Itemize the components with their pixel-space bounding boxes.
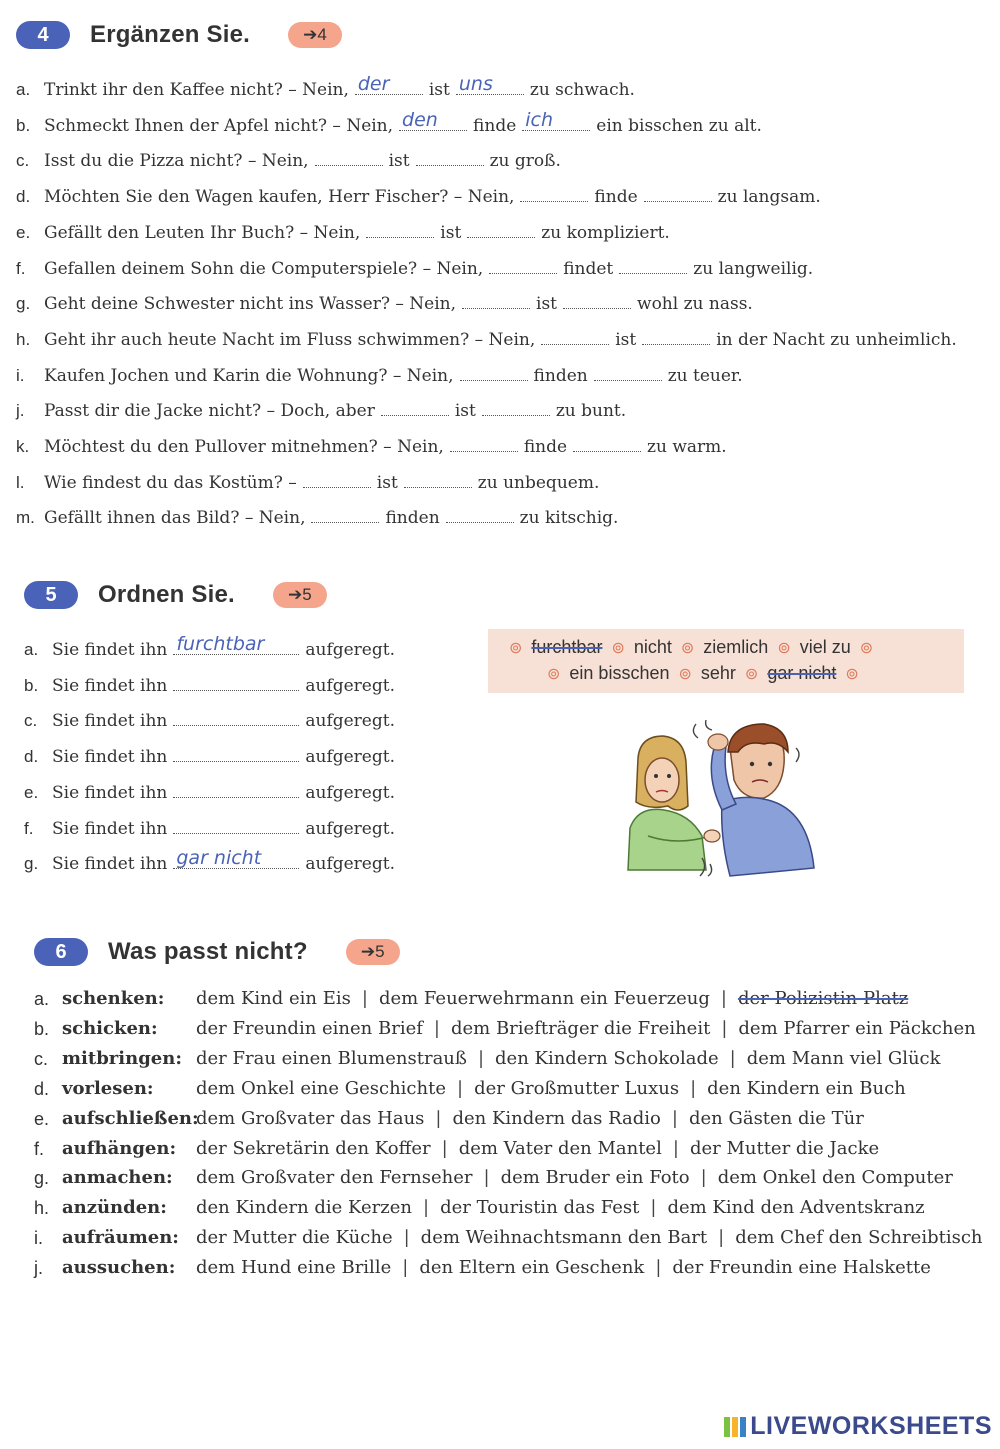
separator: | xyxy=(720,988,727,1009)
separator: | xyxy=(690,1077,697,1099)
separator: | xyxy=(403,1227,410,1249)
item-letter: h. xyxy=(34,1198,50,1219)
ex5-item xyxy=(24,708,395,732)
option[interactable]: der Mutter die Küche xyxy=(196,1227,393,1249)
ex4-item xyxy=(16,73,635,101)
item-letter: d. xyxy=(34,1078,50,1099)
sentence-part: aufgeregt. xyxy=(305,818,395,839)
option[interactable]: der Frau einen Blumenstrauß xyxy=(196,1047,467,1069)
word-box-item: viel zu xyxy=(799,637,851,657)
ex6-item xyxy=(34,1227,983,1249)
sentence-part: zu schwach. xyxy=(529,80,635,100)
option[interactable]: dem Feuerwehrmann ein Feuerzeug xyxy=(378,988,710,1009)
sentence-part: Isst du die Pizza nicht? – Nein, xyxy=(44,151,309,172)
ex4-reference-badge: ➔4 xyxy=(288,22,342,48)
ex5-item xyxy=(24,744,395,768)
sentence-part: Trinkt ihr den Kaffee nicht? – Nein, xyxy=(44,80,349,100)
verb: aufräumen: xyxy=(62,1227,179,1249)
option-crossed-out[interactable]: der Polizistin Platz xyxy=(737,988,909,1009)
option[interactable]: dem Onkel eine Geschichte xyxy=(196,1077,446,1099)
ex6-item xyxy=(34,1078,906,1100)
option[interactable]: den Kindern das Radio xyxy=(452,1107,661,1129)
answer-blank[interactable] xyxy=(456,73,524,95)
option[interactable]: dem Briefträger die Freiheit xyxy=(450,1017,711,1039)
item-letter: g. xyxy=(24,854,39,874)
separator: | xyxy=(361,988,368,1009)
separator: | xyxy=(457,1077,464,1099)
answer-blank[interactable] xyxy=(460,363,528,381)
spiral-icon: ⊚ xyxy=(611,638,625,657)
answer-blank[interactable] xyxy=(446,505,514,523)
word-box-item: sehr xyxy=(700,663,736,683)
ex4-item xyxy=(16,363,743,387)
ex4-title: Ergänzen Sie. xyxy=(90,21,250,48)
sentence-part: zu langsam. xyxy=(717,187,821,208)
sentence-part: finde xyxy=(523,437,568,457)
verb: aufschließen: xyxy=(62,1107,199,1129)
sentence-part: aufgeregt. xyxy=(305,711,395,732)
sentence-part: zu groß. xyxy=(489,151,561,172)
item-letter: g. xyxy=(34,1168,50,1189)
sentence-part: Möchtest du den Pullover mitnehmen? – Nein, xyxy=(44,437,444,457)
option[interactable]: dem Hund eine Brille xyxy=(196,1257,392,1279)
word-box-item: gar nicht xyxy=(767,663,837,683)
option[interactable]: dem Mann viel Glück xyxy=(746,1047,941,1069)
ex5-title: Ordnen Sie. xyxy=(98,581,235,608)
answer-blank[interactable] xyxy=(355,73,423,95)
ex4-item xyxy=(16,470,599,494)
sentence-part: wohl zu nass. xyxy=(637,294,753,315)
sentence-part: zu unbequem. xyxy=(477,472,600,493)
item-letter: f. xyxy=(24,818,34,838)
ex4-number-badge: 4 xyxy=(16,21,70,49)
item-letter: i. xyxy=(34,1228,43,1249)
answer-text: der xyxy=(357,73,390,95)
separator: | xyxy=(672,1137,679,1159)
ex4-header xyxy=(16,21,342,49)
verb: schicken: xyxy=(62,1017,158,1039)
ex4-item xyxy=(16,256,813,280)
answer-blank[interactable] xyxy=(642,327,710,345)
ex4-item xyxy=(16,291,753,315)
item-letter: e. xyxy=(34,1108,50,1129)
word-box-item: furchtbar xyxy=(531,637,603,657)
answer-blank[interactable] xyxy=(173,744,299,762)
answer-blank[interactable] xyxy=(462,291,530,309)
item-letter: e. xyxy=(16,222,31,242)
separator: | xyxy=(650,1197,657,1219)
option[interactable]: dem Chef den Schreibtisch xyxy=(735,1227,983,1249)
sentence-part: zu warm. xyxy=(647,437,727,457)
brand-name: LIVEWORKSHEETS xyxy=(750,1412,992,1440)
sentence-part: Passt dir die Jacke nicht? – Doch, aber xyxy=(44,401,375,422)
sentence-part: Sie findet ihn xyxy=(52,640,168,660)
ex4-item xyxy=(16,327,957,351)
item-letter: c. xyxy=(34,1048,49,1069)
sentence-part: Schmeckt Ihnen der Apfel nicht? – Nein, xyxy=(44,115,394,136)
sentence-part: Geht ihr auch heute Nacht im Fluss schwimmen? – Nein, xyxy=(44,329,536,350)
sentence-part: Kaufen Jochen und Karin die Wohnung? – Nein, xyxy=(44,365,454,386)
separator: | xyxy=(655,1257,662,1279)
sentence-part: zu kompliziert. xyxy=(541,222,670,243)
answer-blank[interactable] xyxy=(173,708,299,726)
answer-blank[interactable] xyxy=(173,816,299,834)
sentence-part: zu kitschig. xyxy=(519,508,619,529)
ex6-number-badge: 6 xyxy=(34,938,88,966)
ex6-header xyxy=(34,938,400,966)
ex4-item xyxy=(16,505,618,529)
separator: | xyxy=(700,1167,707,1189)
item-letter: d. xyxy=(16,187,31,207)
answer-blank[interactable] xyxy=(644,184,712,202)
verb: anzünden: xyxy=(62,1197,167,1219)
ex6-item xyxy=(34,1138,879,1160)
sentence-part: ist xyxy=(440,222,462,243)
sentence-part: Gefallen deinem Sohn die Computerspiele? – Nein, xyxy=(44,258,484,279)
word-box-line-1 xyxy=(500,637,882,658)
option[interactable]: den Kindern Schokolade xyxy=(495,1047,719,1069)
separator: | xyxy=(402,1257,409,1279)
sentence-part: zu bunt. xyxy=(555,401,627,422)
verb: mitbringen: xyxy=(62,1047,182,1069)
word-box-item: ein bisschen xyxy=(569,663,670,683)
ex5-number-badge: 5 xyxy=(24,581,78,609)
sentence-part: in der Nacht zu unheimlich. xyxy=(716,329,957,350)
spiral-icon: ⊚ xyxy=(678,664,692,683)
answer-blank[interactable] xyxy=(173,847,299,870)
ex6-reference-badge: ➔5 xyxy=(346,939,400,965)
item-letter: j. xyxy=(34,1258,43,1279)
word-box-line-2 xyxy=(538,663,868,684)
spiral-icon: ⊚ xyxy=(680,638,695,657)
ex4-item xyxy=(16,220,670,244)
item-letter: l. xyxy=(16,472,25,492)
sentence-part: Sie findet ihn xyxy=(52,782,168,803)
answer-blank[interactable] xyxy=(573,434,641,452)
verb: schenken: xyxy=(62,988,165,1009)
option[interactable]: den Kindern ein Buch xyxy=(707,1077,906,1099)
option[interactable]: der Mutter die Jacke xyxy=(689,1137,880,1159)
sentence-part: ist xyxy=(376,472,398,493)
item-letter: a. xyxy=(34,989,50,1009)
answer-blank[interactable] xyxy=(311,505,379,523)
sentence-part: Wie findest du das Kostüm? – xyxy=(44,472,297,493)
ex5-item xyxy=(24,633,395,661)
sentence-part: ist xyxy=(454,401,476,422)
answer-blank[interactable] xyxy=(173,780,299,798)
ex5-item xyxy=(24,780,395,804)
option[interactable]: dem Kind den Adventskranz xyxy=(667,1197,925,1219)
option[interactable]: der Touristin das Fest xyxy=(440,1197,640,1219)
item-letter: b. xyxy=(16,115,31,135)
answer-blank[interactable] xyxy=(404,470,472,488)
item-letter: g. xyxy=(16,294,31,314)
answer-blank[interactable] xyxy=(563,291,631,309)
answer-text: den xyxy=(402,108,438,131)
ex6-item xyxy=(34,1108,864,1130)
answer-blank[interactable] xyxy=(315,148,383,166)
ex6-item xyxy=(34,1167,953,1189)
liveworksheets-logo-icon xyxy=(723,1415,747,1439)
sentence-part: ist xyxy=(536,294,558,315)
brand-logo xyxy=(723,1412,992,1441)
sentence-part: zu teuer. xyxy=(667,365,743,386)
item-letter: k. xyxy=(16,437,30,456)
verb: anmachen: xyxy=(62,1167,173,1189)
sentence-part: finden xyxy=(533,365,588,386)
sentence-part: findet xyxy=(563,258,614,279)
sentence-part: Gefällt ihnen das Bild? – Nein, xyxy=(44,508,306,529)
separator: | xyxy=(729,1047,736,1069)
sentence-part: ist xyxy=(428,80,450,100)
item-letter: a. xyxy=(24,640,39,659)
separator: | xyxy=(483,1167,490,1189)
answer-blank[interactable] xyxy=(522,108,590,131)
ex6-item xyxy=(34,1257,931,1279)
separator: | xyxy=(433,1017,440,1039)
spiral-icon: ⊚ xyxy=(744,664,759,683)
answer-blank[interactable] xyxy=(541,327,609,345)
item-letter: e. xyxy=(24,782,39,802)
answer-blank[interactable] xyxy=(173,633,299,655)
option[interactable]: den Kindern die Kerzen xyxy=(196,1197,412,1219)
ex6-item xyxy=(34,1018,976,1040)
option[interactable]: den Eltern ein Geschenk xyxy=(419,1257,645,1279)
sentence-part: aufgeregt. xyxy=(305,747,395,768)
ex4-item xyxy=(16,398,626,422)
verb: aufhängen: xyxy=(62,1137,177,1159)
option[interactable]: der Freundin eine Halskette xyxy=(672,1257,931,1279)
sentence-part: Möchten Sie den Wagen kaufen, Herr Fischer? – Nein, xyxy=(44,187,515,208)
answer-blank[interactable] xyxy=(399,108,467,131)
answer-text: uns xyxy=(458,73,493,95)
sentence-part: finde xyxy=(473,115,517,136)
sentence-part: Geht deine Schwester nicht ins Wasser? – Nein, xyxy=(44,294,457,315)
option[interactable]: dem Bruder ein Foto xyxy=(500,1167,690,1189)
ex4-item xyxy=(16,148,561,172)
ex4-item xyxy=(16,184,821,208)
item-letter: f. xyxy=(16,258,26,278)
sentence-part: aufgeregt. xyxy=(305,782,395,803)
answer-blank[interactable] xyxy=(416,148,484,166)
item-letter: c. xyxy=(16,151,30,171)
spiral-icon: ⊚ xyxy=(509,638,523,657)
ex6-item xyxy=(34,1197,925,1219)
answer-blank[interactable] xyxy=(366,220,434,238)
option[interactable]: dem Großvater den Fernseher xyxy=(196,1167,473,1189)
illustration-agitated-man-and-woman xyxy=(618,718,818,880)
sentence-part: finde xyxy=(594,187,638,208)
word-box-item: ziemlich xyxy=(703,637,769,657)
ex5-header xyxy=(24,581,327,609)
item-letter: i. xyxy=(16,365,25,385)
spiral-icon: ⊚ xyxy=(859,638,874,657)
separator: | xyxy=(422,1197,430,1219)
sentence-part: Gefällt den Leuten Ihr Buch? – Nein, xyxy=(44,222,361,243)
answer-text: ich xyxy=(525,108,554,131)
answer-blank[interactable] xyxy=(520,184,588,202)
ex6-item xyxy=(34,1048,941,1070)
item-letter: f. xyxy=(34,1138,45,1159)
verb: vorlesen: xyxy=(62,1077,154,1099)
option[interactable]: dem Kind ein Eis xyxy=(196,988,351,1009)
option[interactable]: den Gästen die Tür xyxy=(688,1107,864,1129)
sentence-part: ist xyxy=(388,151,410,172)
sentence-part: finden xyxy=(385,508,440,529)
separator: | xyxy=(721,1017,728,1039)
item-letter: c. xyxy=(24,711,38,731)
answer-blank[interactable] xyxy=(619,256,687,274)
answer-blank[interactable] xyxy=(594,363,662,381)
sentence-part: aufgeregt. xyxy=(305,854,395,875)
answer-blank[interactable] xyxy=(467,220,535,238)
answer-blank[interactable] xyxy=(381,398,449,416)
ex5-reference-badge: ➔5 xyxy=(273,582,327,608)
item-letter: m. xyxy=(16,508,35,528)
ex4-item xyxy=(16,108,762,137)
item-letter: d. xyxy=(24,747,39,767)
answer-blank[interactable] xyxy=(303,470,371,488)
item-letter: a. xyxy=(16,80,31,99)
item-letter: b. xyxy=(34,1018,50,1039)
ex6-item xyxy=(34,988,908,1010)
option[interactable]: der Sekretärin den Koffer xyxy=(196,1137,431,1159)
word-box-item: nicht xyxy=(633,637,672,657)
answer-blank[interactable] xyxy=(173,673,299,691)
spiral-icon: ⊚ xyxy=(777,638,791,657)
word-box xyxy=(488,629,964,693)
item-letter: b. xyxy=(24,675,39,695)
option[interactable]: der Großmutter Luxus xyxy=(474,1077,680,1099)
option[interactable]: der Freundin einen Brief xyxy=(196,1017,423,1039)
option[interactable]: dem Großvater das Haus xyxy=(196,1107,425,1129)
sentence-part: Sie findet ihn xyxy=(52,854,168,875)
option[interactable]: dem Weihnachtsmann den Bart xyxy=(420,1227,708,1249)
ex5-item xyxy=(24,816,395,840)
separator: | xyxy=(477,1047,485,1069)
spiral-icon: ⊚ xyxy=(845,664,859,683)
item-letter: j. xyxy=(16,401,25,421)
spiral-icon: ⊚ xyxy=(547,664,561,683)
option[interactable]: dem Vater den Mantel xyxy=(458,1137,662,1159)
answer-blank[interactable] xyxy=(489,256,557,274)
sentence-part: Sie findet ihn xyxy=(52,675,168,696)
sentence-part: aufgeregt. xyxy=(305,675,395,696)
option[interactable]: dem Onkel den Computer xyxy=(717,1167,953,1189)
sentence-part: Sie findet ihn xyxy=(52,711,168,732)
sentence-part: ist xyxy=(615,329,637,350)
answer-blank[interactable] xyxy=(450,434,518,452)
verb: aussuchen: xyxy=(62,1257,176,1279)
sentence-part: zu langweilig. xyxy=(693,258,814,279)
ex6-title: Was passt nicht? xyxy=(108,938,308,965)
option[interactable]: dem Pfarrer ein Päckchen xyxy=(738,1017,976,1039)
sentence-part: Sie findet ihn xyxy=(52,747,168,768)
ex5-item xyxy=(24,673,395,697)
separator: | xyxy=(718,1227,725,1249)
answer-text: furchtbar xyxy=(176,633,265,655)
sentence-part: Sie findet ihn xyxy=(52,818,168,839)
separator: | xyxy=(671,1107,678,1129)
separator: | xyxy=(435,1107,442,1129)
answer-text: gar nicht xyxy=(176,847,262,870)
ex5-item xyxy=(24,847,395,875)
answer-blank[interactable] xyxy=(482,398,550,416)
ex4-item xyxy=(16,434,727,458)
sentence-part: aufgeregt. xyxy=(305,640,395,660)
item-letter: h. xyxy=(16,329,31,349)
sentence-part: ein bisschen zu alt. xyxy=(596,115,762,136)
separator: | xyxy=(441,1137,448,1159)
